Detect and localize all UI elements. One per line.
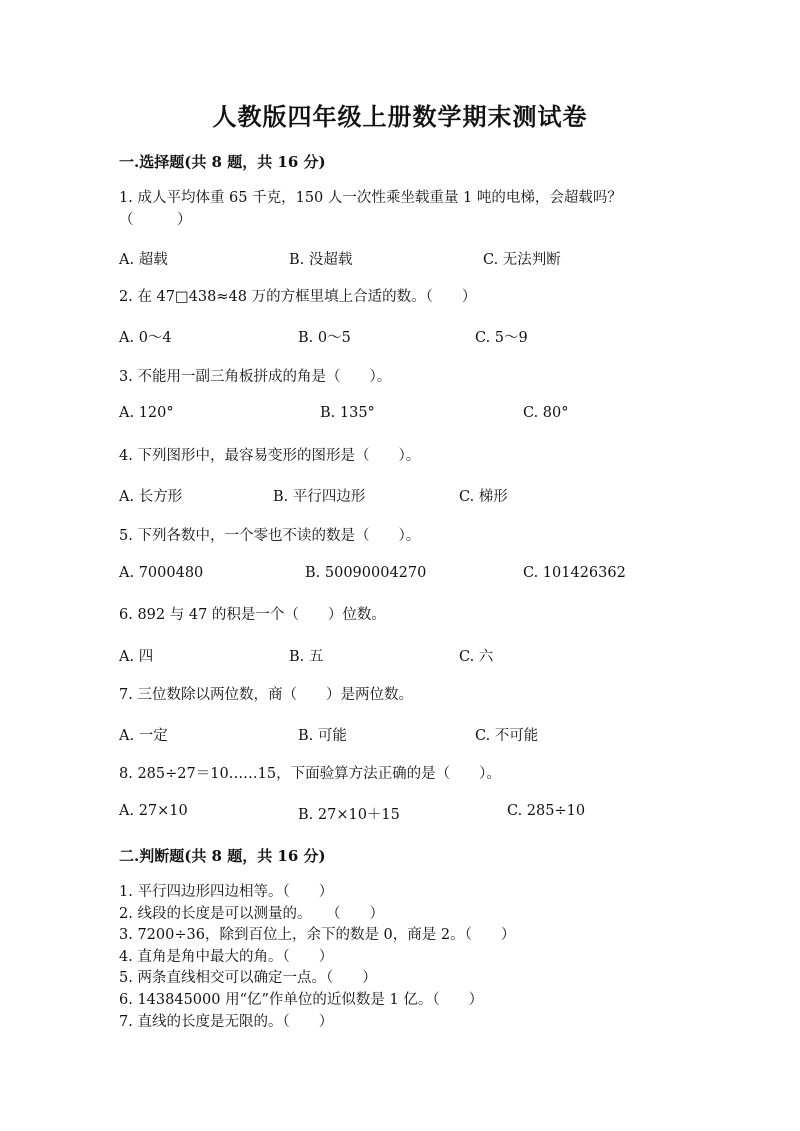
page-title: 人教版四年级上册数学期末测试卷 [212, 102, 588, 131]
option-a: A. 0～4 [119, 330, 172, 346]
option-b: B. 50090004270 [305, 565, 427, 581]
list-item: 2. 线段的长度是可以测量的。 （ ） [119, 905, 384, 922]
option-b: B. 没超载 [289, 252, 353, 268]
option-c: C. 六 [459, 649, 494, 665]
option-c: C. 5～9 [475, 330, 528, 346]
list-item: 3. 7200÷36，除到百位上，余下的数是 0，商是 2。（ ） [119, 927, 516, 944]
option-c: C. 无法判断 [483, 252, 561, 268]
question-text: 4. 下列图形中，最容易变形的图形是（ ）。 [119, 448, 421, 464]
option-a: A. 长方形 [119, 489, 183, 505]
option-b: B. 0～5 [298, 330, 351, 346]
section-heading-judgment: 二.判断题(共 8 题，共 16 分) [119, 847, 326, 865]
question-text: 2. 在 47□438≈48 万的方框里填上合适的数。（ ） [119, 289, 477, 305]
options-row [119, 803, 679, 825]
section-heading-choice: 一.选择题(共 8 题，共 16 分) [119, 153, 326, 171]
question-text: 7. 三位数除以两位数，商（ ）是两位数。 [119, 687, 413, 703]
question-text: 6. 892 与 47 的积是一个（ ）位数。 [119, 607, 386, 623]
option-a: A. 120° [119, 405, 174, 421]
list-item: 1. 平行四边形四边相等。（ ） [119, 884, 334, 900]
option-c: C. 285÷10 [507, 803, 586, 819]
option-b: B. 平行四边形 [273, 489, 366, 505]
option-b: B. 五 [289, 649, 324, 665]
option-c: C. 101426362 [523, 565, 626, 581]
list-item: 5. 两条直线相交可以确定一点。（ ） [119, 970, 377, 987]
option-a: A. 超载 [119, 252, 168, 268]
list-item: 4. 直角是角中最大的角。（ ） [119, 948, 334, 965]
options-row [119, 645, 679, 667]
question-text: 3. 不能用一副三角板拼成的角是（ ）。 [119, 369, 392, 385]
option-b: B. 可能 [298, 728, 347, 744]
judgment-list [119, 882, 679, 1033]
question-text: 1. 成人平均体重 65 千克，150 人一次性乘坐载重量 1 吨的电梯，会超载吗？（ ） [119, 190, 622, 228]
question-text: 8. 285÷27＝10……15，下面验算方法正确的是（ ）。 [119, 766, 501, 782]
option-a: A. 一定 [119, 728, 168, 744]
option-b: B. 135° [320, 405, 375, 421]
option-a: A. 四 [119, 649, 154, 665]
options-row [119, 248, 679, 270]
options-row [119, 724, 679, 746]
option-c: C. 梯形 [459, 489, 508, 505]
question-text: 5. 下列各数中，一个零也不读的数是（ ）。 [119, 528, 421, 544]
option-a: A. 7000480 [119, 565, 204, 581]
options-row [119, 326, 679, 348]
option-c: C. 80° [523, 405, 569, 421]
options-row [119, 565, 679, 587]
list-item: 6. 143845000 用“亿”作单位的近似数是 1 亿。（ ） [119, 991, 484, 1008]
option-a: A. 27×10 [119, 803, 188, 819]
option-b: B. 27×10＋15 [298, 807, 400, 823]
option-c: C. 不可能 [475, 728, 539, 744]
list-item: 7. 直线的长度是无限的。（ ） [119, 1013, 334, 1030]
options-row [119, 485, 679, 507]
options-row [119, 405, 679, 427]
